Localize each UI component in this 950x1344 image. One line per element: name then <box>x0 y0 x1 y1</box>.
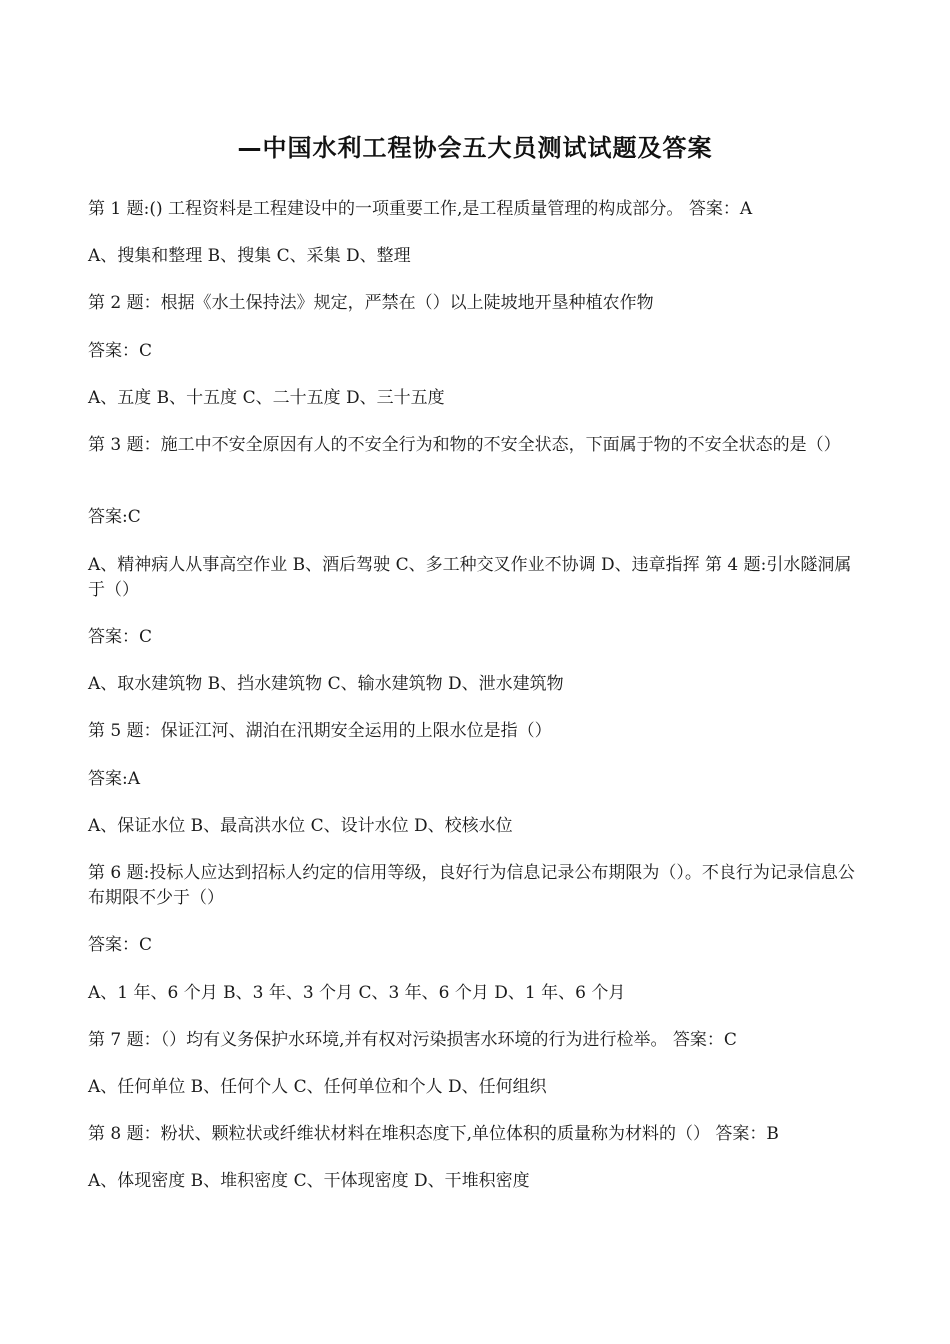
question-8-text: 第 8 题：粉状、颗粒状或纤维状材料在堆积态度下,单位体积的质量称为材料的（） 答案：B <box>88 1124 779 1144</box>
question-5-answer: 答案:A <box>88 769 141 789</box>
question-7-options: A、任何单位 B、任何个人 C、任何单位和个人 D、任何组织 <box>88 1077 547 1097</box>
question-4-options: A、取水建筑物 B、挡水建筑物 C、输水建筑物 D、泄水建筑物 <box>88 674 564 694</box>
question-6-options: A、1 年、6 个月 B、3 年、3 个月 C、3 年、6 个月 D、1 年、6 个月 <box>88 983 626 1003</box>
question-6-answer: 答案：C <box>88 935 153 955</box>
question-2-options: A、五度 B、十五度 C、二十五度 D、三十五度 <box>88 388 445 408</box>
question-3-text: 第 3 题：施工中不安全原因有人的不安全行为和物的不安全状态，下面属于物的不安全状态的是（） <box>88 435 841 455</box>
question-2-answer: 答案：C <box>88 341 153 361</box>
question-4-answer: 答案：C <box>88 627 153 647</box>
document-title: —中国水利工程协会五大员测试试题及答案 <box>237 134 713 162</box>
question-6-text: 第 6 题:投标人应达到招标人约定的信用等级，良好行为信息记录公布期限为（）。不良行为记录信息公布期限不少于（） <box>88 863 855 908</box>
question-5-options: A、保证水位 B、最高洪水位 C、设计水位 D、校核水位 <box>88 816 513 836</box>
question-1-text: 第 1 题:() 工程资料是工程建设中的一项重要工作,是工程质量管理的构成部分。 答案：A <box>88 199 753 219</box>
question-2-text: 第 2 题：根据《水土保持法》规定，严禁在（）以上陡坡地开垦种植农作物 <box>88 293 654 313</box>
question-3-answer: 答案:C <box>88 507 141 527</box>
question-8-options: A、体现密度 B、堆积密度 C、干体现密度 D、干堆积密度 <box>88 1171 530 1191</box>
question-3-options: A、精神病人从事高空作业 B、酒后驾驶 C、多工种交叉作业不协调 D、违章指挥 第 4 题:引水隧洞属于（） <box>88 555 852 600</box>
question-5-text: 第 5 题：保证江河、湖泊在汛期安全运用的上限水位是指（） <box>88 721 552 741</box>
question-7-text: 第 7 题：（）均有义务保护水环境,并有权对污染损害水环境的行为进行检举。 答案：C <box>88 1030 737 1050</box>
question-1-options: A、搜集和整理 B、搜集 C、采集 D、整理 <box>88 246 411 266</box>
